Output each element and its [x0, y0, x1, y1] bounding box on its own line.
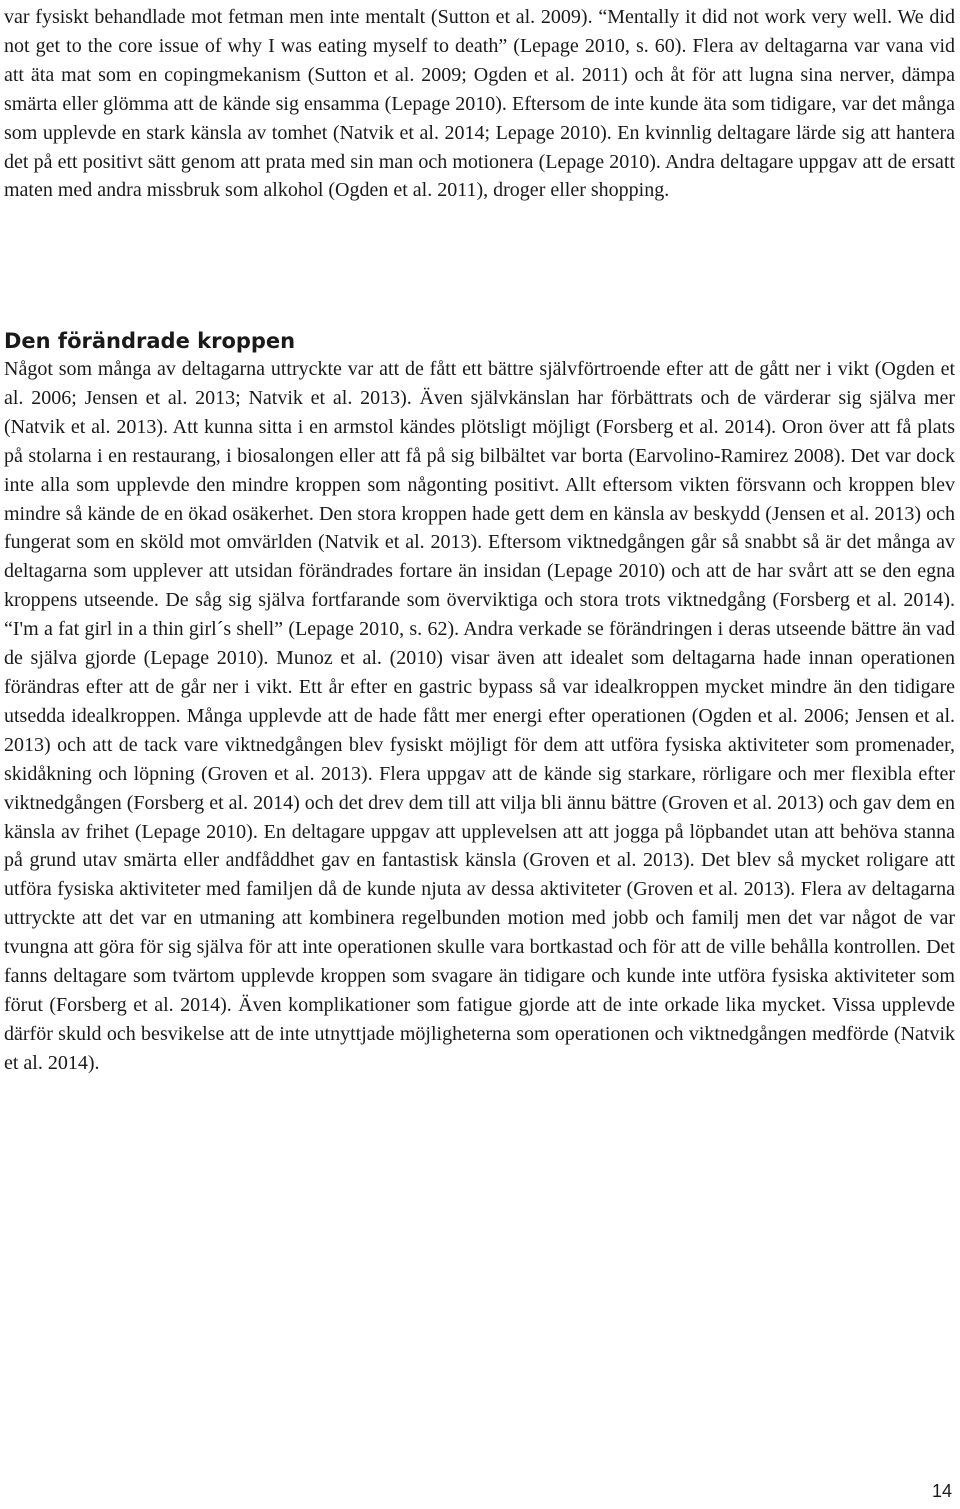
body-paragraph-section: Något som många av deltagarna uttryckte var att de fått ett bättre självförtroende efter att de gått ner i vikt (Ogden et al. 2006; Jensen et al. 2013; Natvik et al. 2013). Även självkänslan har förbättrats och de värderar sig själva mer (Natvik et al. 2013). Att kunna sitta i en armstol kändes plötsligt möjligt (Forsberg et al. 2014). Oron över att få plats på stolarna i en restaurang, i biosalongen eller att få på sig bilbältet var borta (Earvolino-Ramirez 2008). Det var dock inte alla som upplevde den mindre kroppen som någonting positivt. Allt eftersom vikten försvann och kroppen blev mindre så kände de en ökad osäkerhet. Den stora kroppen hade gett dem en känsla av beskydd (Jensen et al. 2013) och fungerat som en sköld mot omvärlden (Natvik et al. 2013). Eftersom viktnedgången går så snabbt så är det många av deltagarna som upplever att utsidan förändrades fortare än insidan (Lepage 2010) och att de har svårt att se den egna kroppens utseende. De såg sig själva fortfarande som överviktiga och stora trots viktnedgång (Forsberg et al. 2014). “I'm a fat girl in a thin girl´s shell” (Lepage 2010, s. 62). Andra verkade se förändringen i deras utseende bättre än vad de själva gjorde (Lepage 2010). Munoz et al. (2010) visar även att idealet som deltagarna hade innan operationen förändras efter att de går ner i vikt. Ett år efter en gastric bypass så var idealkroppen mycket mindre än den tidigare utsedda idealkroppen. Många upplevde att de hade fått mer energi efter operationen (Ogden et al. 2006; Jensen et al. 2013) och att de tack vare viktnedgången blev fysiskt möjligt för dem att utföra fysiska aktiviteter som promenader, skidåkning och löpning (Groven et al. 2013). Flera uppgav att de kände sig starkare, rörligare och mer flexibla efter viktnedgången (Forsberg et al. 2014) och det drev dem till att vilja bli ännu bättre (Groven et al. 2013) och gav dem en känsla av frihet (Lepage 2010). En deltagare uppgav att upplevelsen att att jogga på löpbandet utan att behöva stanna på grund utav smärta eller andfåddhet gav en fantastisk känsla (Groven et al. 2013). Det blev så mycket roligare att utföra fysiska aktiviteter med familjen då de kunde njuta av dessa aktiviteter (Groven et al. 2013). Flera av deltagarna uttryckte att det var en utmaning att kombinera regelbunden motion med jobb och familj men det var något de var tvungna att göra för sig själva för att inte operationen skulle vara bortkastad och för att de ville behålla kontrollen. Det fanns deltagare som tvärtom upplevde kroppen som svagare än tidigare och kunde inte utföra fysiska aktiviteter som förut (Forsberg et al. 2014). Även komplikationer som fatigue gjorde att de inte orkade lika mycket. Vissa upplevde därför skuld och besvikelse att de inte utnyttjade möjligheterna som operationen och viktnedgången medförde (Natvik et al. 2014).: [4, 358, 955, 1074]
page-number: 14: [931, 1481, 952, 1501]
document-page: [4, 0, 955, 1074]
section-heading: Den förändrade kroppen: [4, 329, 296, 353]
body-paragraph-continued: var fysiskt behandlade mot fetman men inte mentalt (Sutton et al. 2009). “Mentally it did not work very well. We did not get to the core issue of why I was eating myself to death” (Lepage 2010, s. 60). Flera av deltagarna var vana vid att äta mat som en copingmekanism (Sutton et al. 2009; Ogden et al. 2011) och åt för att lugna sina nerver, dämpa smärta eller glömma att de kände sig ensamma (Lepage 2010). Eftersom de inte kunde äta som tidigare, var det många som upplevde en stark känsla av tomhet (Natvik et al. 2014; Lepage 2010). En kvinnlig deltagare lärde sig att hantera det på ett positivt sätt genom att prata med sin man och motionera (Lepage 2010). Andra deltagare uppgav att de ersatt maten med andra missbruk som alkohol (Ogden et al. 2011), droger eller shopping.: [4, 6, 955, 202]
